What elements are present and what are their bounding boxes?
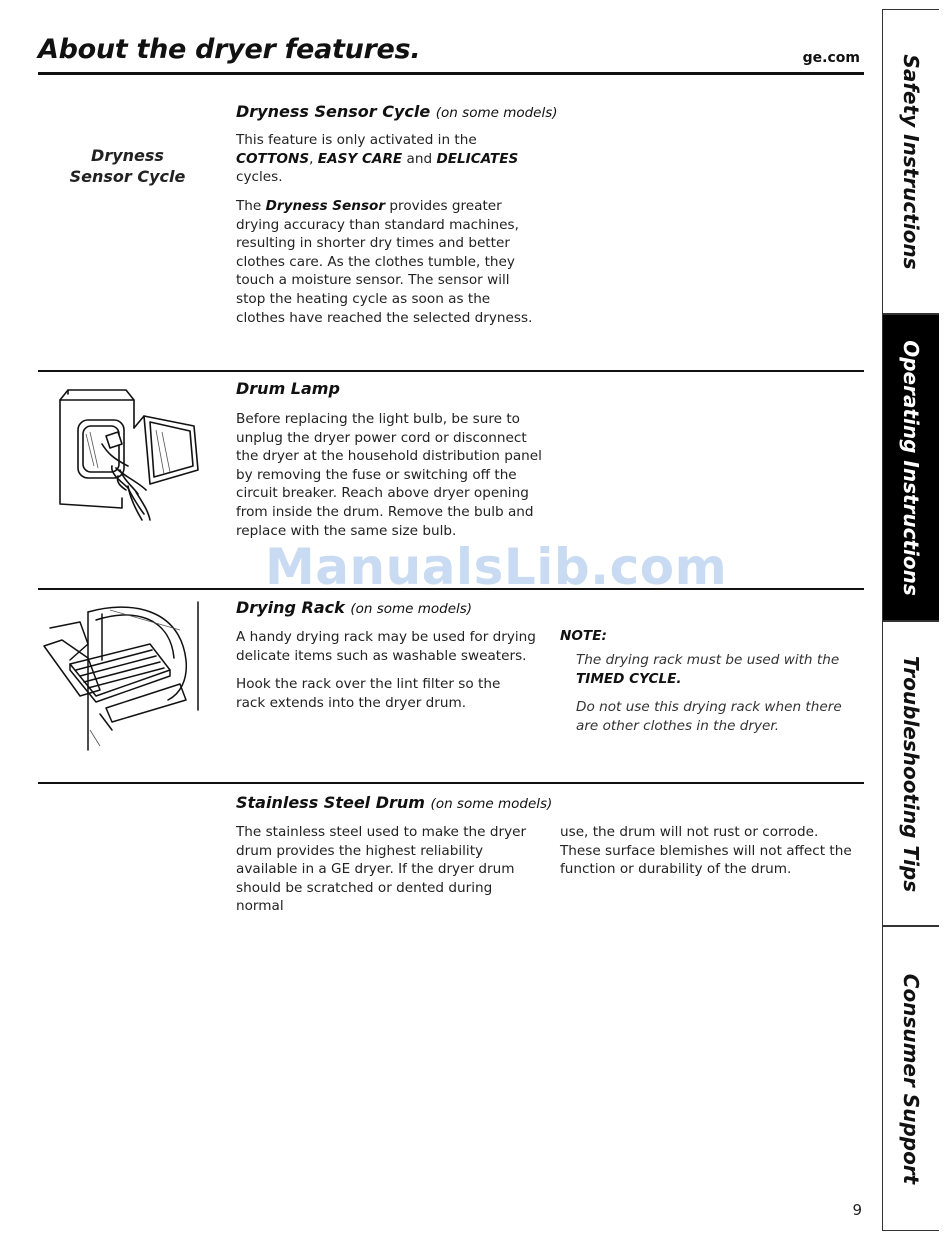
dryness-sensor-term: Dryness Sensor <box>265 198 386 214</box>
drum-lamp-text: Before replacing the light bulb, be sure to unplug the dryer power cord or disconnect the dryer at the household distribution panel by removing the fuse or switching off the circuit breaker. Reach above dryer opening from inside the drum. Remove the bulb and replace with the same size bulb. <box>236 411 542 539</box>
section-divider-1 <box>38 370 864 372</box>
dryer-drum-lamp-illustration <box>52 386 204 538</box>
dryness-heading-text: Dryness Sensor Cycle <box>236 102 431 121</box>
drying-rack-heading <box>236 598 472 617</box>
drum-lamp-heading: Drum Lamp <box>236 379 340 398</box>
note-label: NOTE: <box>560 628 607 644</box>
dryness-p2-the: The <box>236 198 266 214</box>
section-divider-2 <box>38 588 864 590</box>
stainless-drum-column-2: use, the drum will not rust or corrode. These surface blemishes will not affect the function or durability of the drum. <box>560 824 852 878</box>
drying-rack-illustration <box>40 600 210 752</box>
note-timed-cycle <box>576 651 856 689</box>
header-rule <box>38 72 864 75</box>
note-timed-cycle-text: The drying rack must be used with the <box>576 652 840 668</box>
timed-cycle-term: TIMED CYCLE. <box>576 671 682 687</box>
page-number: 9 <box>852 1201 862 1219</box>
drying-rack-paragraph-1: A handy drying rack may be used for drying delicate items such as washable sweaters. <box>236 629 536 664</box>
dryness-side-label <box>60 145 195 187</box>
cycle-easy-care: EASY CARE <box>317 150 403 167</box>
stainless-drum-heading-text: Stainless Steel Drum <box>236 793 425 812</box>
tab-troubleshooting-label: Troubleshooting Tips <box>899 655 923 892</box>
dryness-heading-note: (on some models) <box>435 105 558 121</box>
tab-troubleshooting-tips[interactable] <box>882 621 939 926</box>
stainless-drum-column-1: The stainless steel used to make the dryer drum provides the highest reliability available in a GE dryer. If the dryer drum should be scratched or dented during normal <box>236 824 527 915</box>
dryness-p1-end: cycles. <box>236 169 283 186</box>
dryness-p1-comma: , <box>309 150 318 167</box>
tab-safety-label: Safety Instructions <box>899 53 923 270</box>
side-label-line-1: Dryness <box>91 146 164 165</box>
drying-rack-paragraph-2: Hook the rack over the lint filter so the rack extends into the dryer drum. <box>236 676 501 711</box>
stainless-drum-heading-note: (on some models) <box>430 796 553 812</box>
tab-consumer-label: Consumer Support <box>899 973 923 1184</box>
tab-operating-label: Operating Instructions <box>899 339 923 596</box>
dryness-paragraph-1 <box>236 131 536 187</box>
dryness-p1-intro: This feature is only activated in the <box>236 132 477 148</box>
note-other-clothes: Do not use this drying rack when there are other clothes in the dryer. <box>576 699 842 734</box>
cycle-cottons: COTTONS <box>236 150 310 167</box>
dryness-heading <box>236 102 558 121</box>
dryness-p2-rest: provides greater drying accuracy than standard machines, resulting in shorter dry times and better clothes care. As the clothes tumble, they touch a moisture sensor. The sensor will stop the heating cycle as soon as the clothes have reached the selected dryness. <box>236 198 533 326</box>
page-title: About the dryer features. <box>38 34 421 65</box>
dryness-p1-and: and <box>402 150 437 167</box>
tab-operating-instructions[interactable] <box>882 314 939 621</box>
tab-safety-instructions[interactable] <box>882 9 939 314</box>
site-link[interactable]: ge.com <box>802 50 860 66</box>
dryness-paragraph-2 <box>236 197 541 327</box>
drying-rack-heading-note: (on some models) <box>350 601 473 617</box>
side-label-line-2: Sensor Cycle <box>69 167 186 186</box>
drying-rack-heading-text: Drying Rack <box>236 598 345 617</box>
tab-consumer-support[interactable] <box>882 926 939 1231</box>
manualslib-watermark: ManualsLib.com <box>265 538 728 596</box>
cycle-delicates: DELICATES <box>436 150 519 167</box>
section-divider-3 <box>38 782 864 784</box>
stainless-drum-heading <box>236 793 552 812</box>
